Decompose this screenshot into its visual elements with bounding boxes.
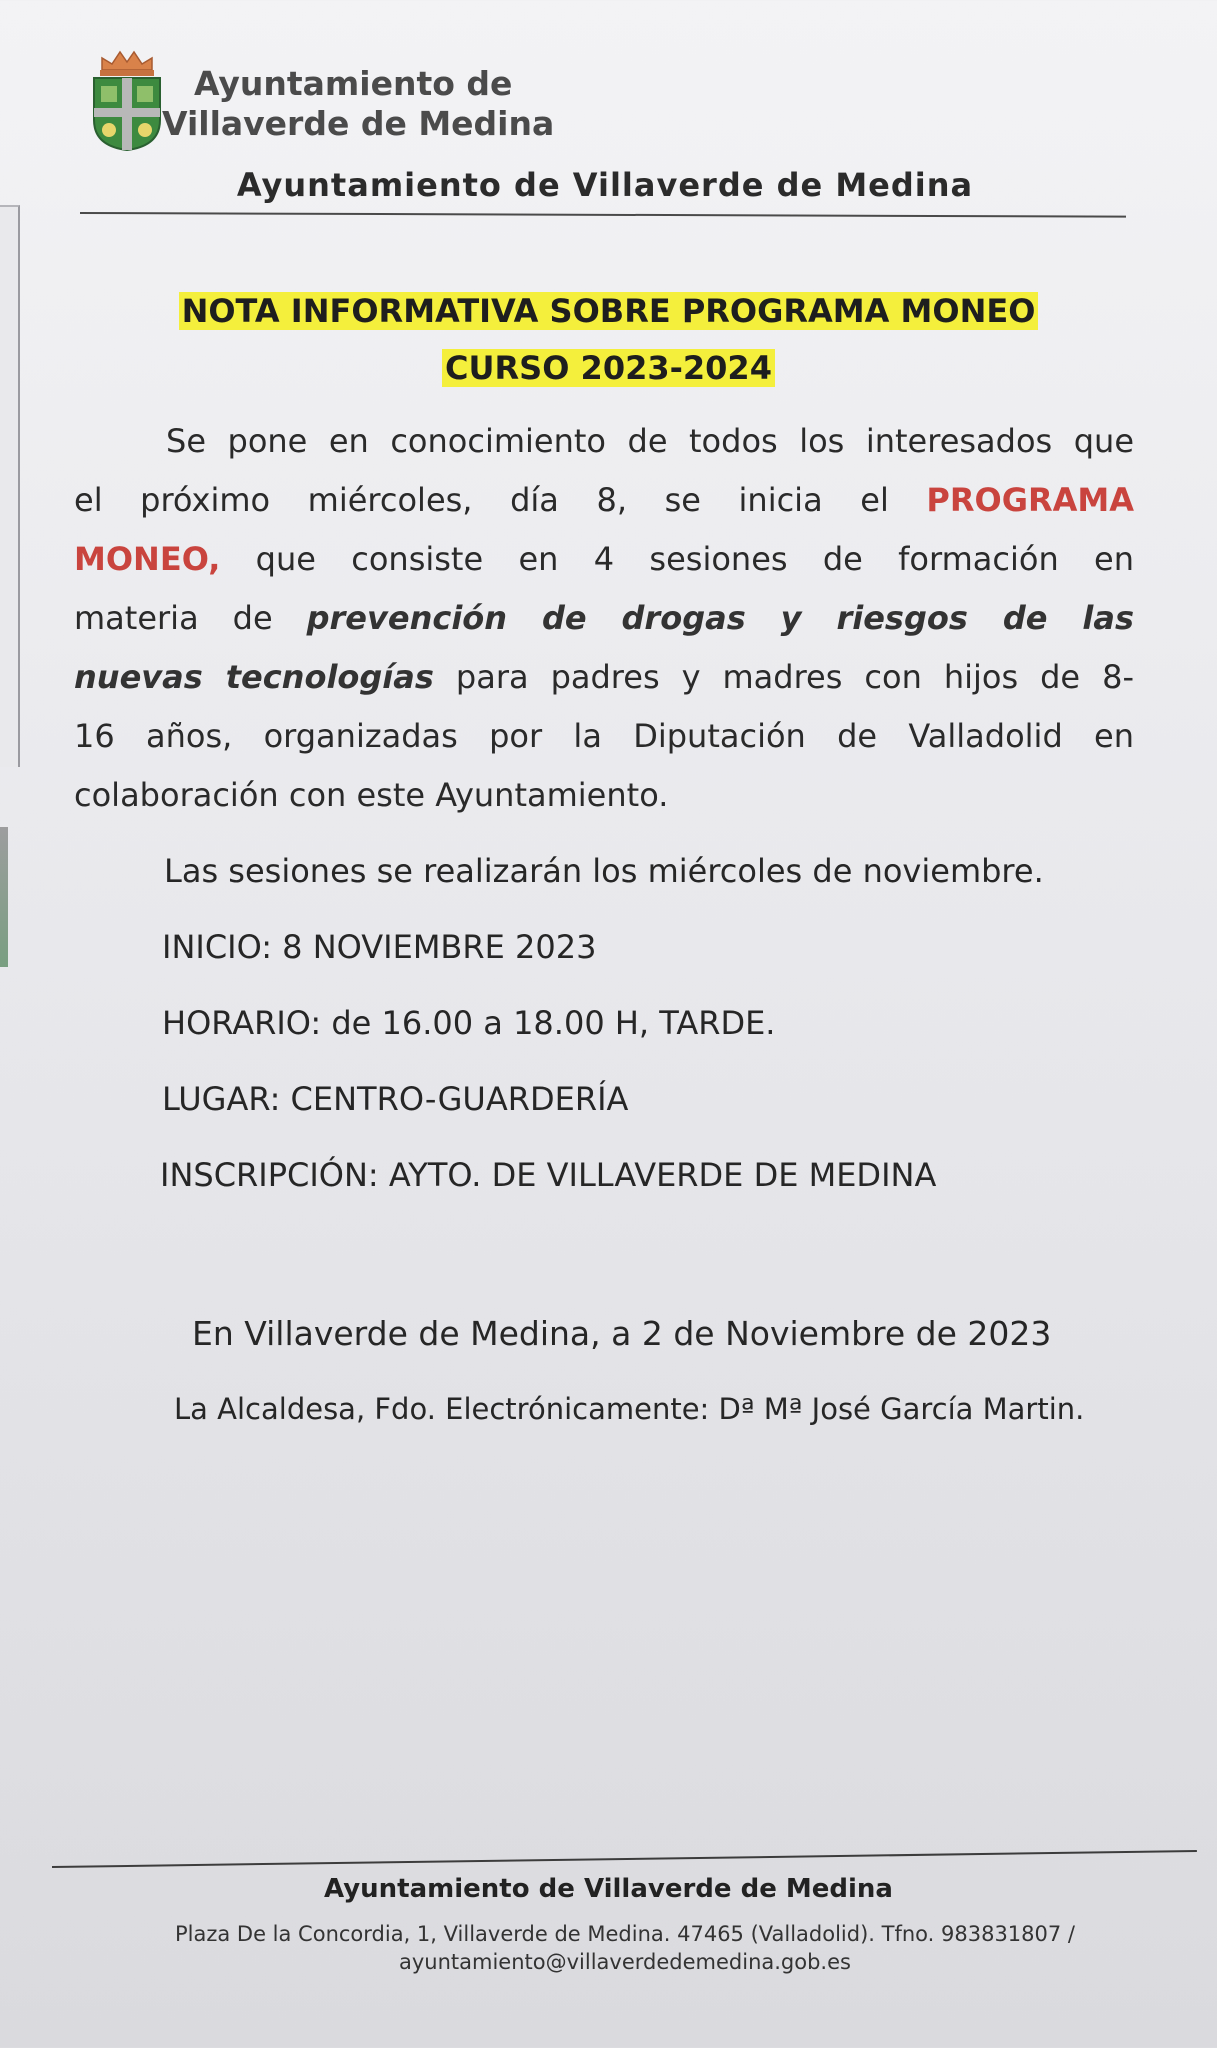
notice-title-line1 [0, 292, 1217, 330]
emphasis-topic-part2: nuevas tecnologías [74, 658, 434, 696]
footer-organization-name: Ayuntamiento de Villaverde de Medina [324, 1874, 893, 1904]
logo-text-line2: Villaverde de Medina [162, 104, 555, 143]
notice-title-line2 [0, 349, 1217, 387]
letterhead-logo-text [162, 64, 554, 144]
footer-address-line1: Plaza De la Concordia, 1, Villaverde de Medina. 47465 (Valladolid). Tfno. 983831807 / [174, 1922, 1076, 1946]
body-line-6: 16 años, organizadas por la Diputación de Valladolid en [74, 717, 1134, 755]
body-line-4: materia de prevención de drogas y riesgos de las [74, 599, 1135, 637]
letterhead-title: Ayuntamiento de Villaverde de Medina [236, 166, 974, 204]
notice-body-paragraph [74, 412, 1134, 825]
underlying-sheet-mark [0, 827, 8, 967]
emphasis-topic-part1: prevención de drogas y riesgos de las [306, 599, 1135, 637]
inscripcion-line: INSCRIPCIÓN: AYTO. DE VILLAVERDE DE MEDINA [160, 1156, 937, 1194]
lugar-line: LUGAR: CENTRO-GUARDERÍA [162, 1080, 629, 1118]
inicio-line: INICIO: 8 NOVIEMBRE 2023 [162, 928, 597, 966]
highlighted-title-text-1: NOTA INFORMATIVA SOBRE PROGRAMA MONEO [179, 292, 1039, 330]
horario-line: HORARIO: de 16.00 a 18.00 H, TARDE. [162, 1004, 776, 1042]
header-divider [80, 212, 1126, 218]
body-line-7: colaboración con este Ayuntamiento. [74, 776, 669, 814]
highlighted-title-text-2: CURSO 2023-2024 [442, 349, 775, 387]
body-line-1: Se pone en conocimiento de todos los interesados que [166, 422, 1134, 460]
body-line-5: nuevas tecnologías para padres y madres con hijos de 8- [74, 658, 1135, 696]
body-line-3: MONEO, que consiste en 4 sesiones de formación en [74, 540, 1134, 578]
footer-email: ayuntamiento@villaverdedemedina.gob.es [399, 1950, 851, 1974]
body-line-2: el próximo miércoles, día 8, se inicia el PROGRAMA [74, 481, 1134, 519]
sessions-line: Las sesiones se realizarán los miércoles de noviembre. [164, 852, 1044, 890]
logo-text-line1: Ayuntamiento de [194, 64, 513, 103]
footer-address [0, 1920, 1217, 1976]
signature-line: La Alcaldesa, Fdo. Electrónicamente: Dª Mª José García Martin. [174, 1392, 1085, 1426]
coat-of-arms-icon [88, 48, 166, 152]
date-line: En Villaverde de Medina, a 2 de Noviembre de 2023 [192, 1314, 1052, 1353]
underlying-sheet-edge [0, 205, 20, 767]
program-name-part1: PROGRAMA [926, 481, 1134, 519]
program-name-part2: MONEO, [74, 540, 221, 578]
footer-divider [52, 1850, 1197, 1868]
